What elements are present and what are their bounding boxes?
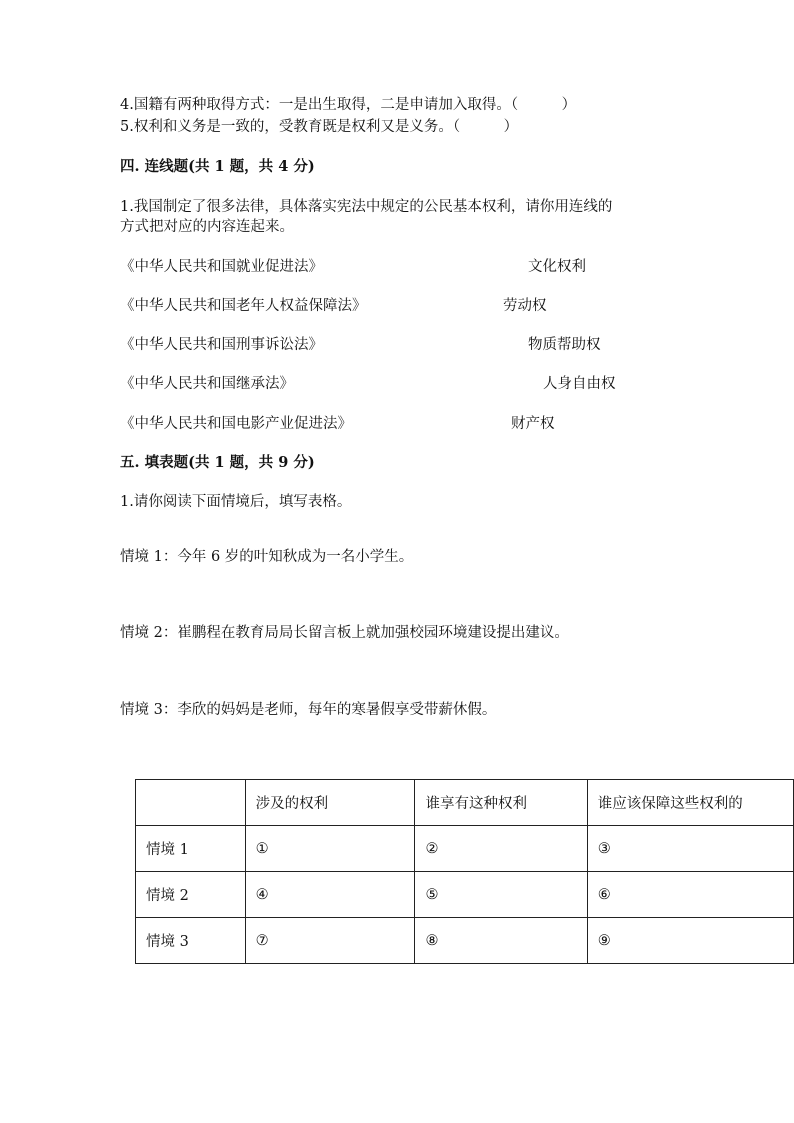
section-4-question-line-1: 1.我国制定了很多法律，具体落实宪法中规定的公民基本权利，请你用连线的	[120, 199, 613, 215]
answer-cell: ①	[245, 826, 415, 872]
table-header-row	[136, 780, 794, 826]
scenario-2: 情境 2：崔鹏程在教育局局长留言板上就加强校园环境建设提出建议。	[120, 625, 569, 641]
section-5-question: 1.请你阅读下面情境后，填写表格。	[120, 494, 352, 510]
table-row	[136, 872, 794, 918]
fill-in-table	[135, 779, 794, 964]
row-label: 情境 1	[136, 826, 246, 872]
section-4-heading: 四. 连线题(共 1 题，共 4 分)	[120, 158, 315, 175]
law-item-inheritance: 《中华人民共和国继承法》	[120, 376, 294, 392]
law-item-film: 《中华人民共和国电影产业促进法》	[120, 416, 352, 432]
right-item-labor: 劳动权	[503, 298, 547, 314]
judgment-item-4: 4.国籍有两种取得方式：一是出生取得，二是申请加入取得。（ ）	[120, 97, 577, 113]
table-header-cell: 涉及的权利	[245, 780, 415, 826]
answer-cell: ⑨	[587, 918, 793, 964]
right-item-personal-freedom: 人身自由权	[543, 376, 616, 392]
table-header-cell: 谁应该保障这些权利的	[587, 780, 793, 826]
answer-cell: ④	[245, 872, 415, 918]
section-4-question-line-2: 方式把对应的内容连起来。	[120, 219, 294, 235]
law-item-employment: 《中华人民共和国就业促进法》	[120, 259, 323, 275]
table-header-cell	[136, 780, 246, 826]
section-5-heading: 五. 填表题(共 1 题，共 9 分)	[120, 454, 315, 471]
law-item-criminal-procedure: 《中华人民共和国刑事诉讼法》	[120, 337, 323, 353]
answer-cell: ⑧	[415, 918, 587, 964]
law-item-elderly: 《中华人民共和国老年人权益保障法》	[120, 298, 367, 314]
right-item-property: 财产权	[511, 416, 555, 432]
answer-cell: ⑥	[587, 872, 793, 918]
answer-cell: ⑦	[245, 918, 415, 964]
table-row	[136, 826, 794, 872]
answer-cell: ⑤	[415, 872, 587, 918]
answer-cell: ②	[415, 826, 587, 872]
scenario-1: 情境 1：今年 6 岁的叶知秋成为一名小学生。	[120, 549, 414, 565]
row-label: 情境 2	[136, 872, 246, 918]
answer-cell: ③	[587, 826, 793, 872]
table-header-cell: 谁享有这种权利	[415, 780, 587, 826]
right-item-material-help: 物质帮助权	[528, 337, 601, 353]
right-item-culture: 文化权利	[528, 259, 586, 275]
table-row	[136, 918, 794, 964]
row-label: 情境 3	[136, 918, 246, 964]
scenario-3: 情境 3：李欣的妈妈是老师，每年的寒暑假享受带薪休假。	[120, 702, 497, 718]
judgment-item-5: 5.权利和义务是一致的，受教育既是权利又是义务。（ ）	[120, 119, 519, 135]
